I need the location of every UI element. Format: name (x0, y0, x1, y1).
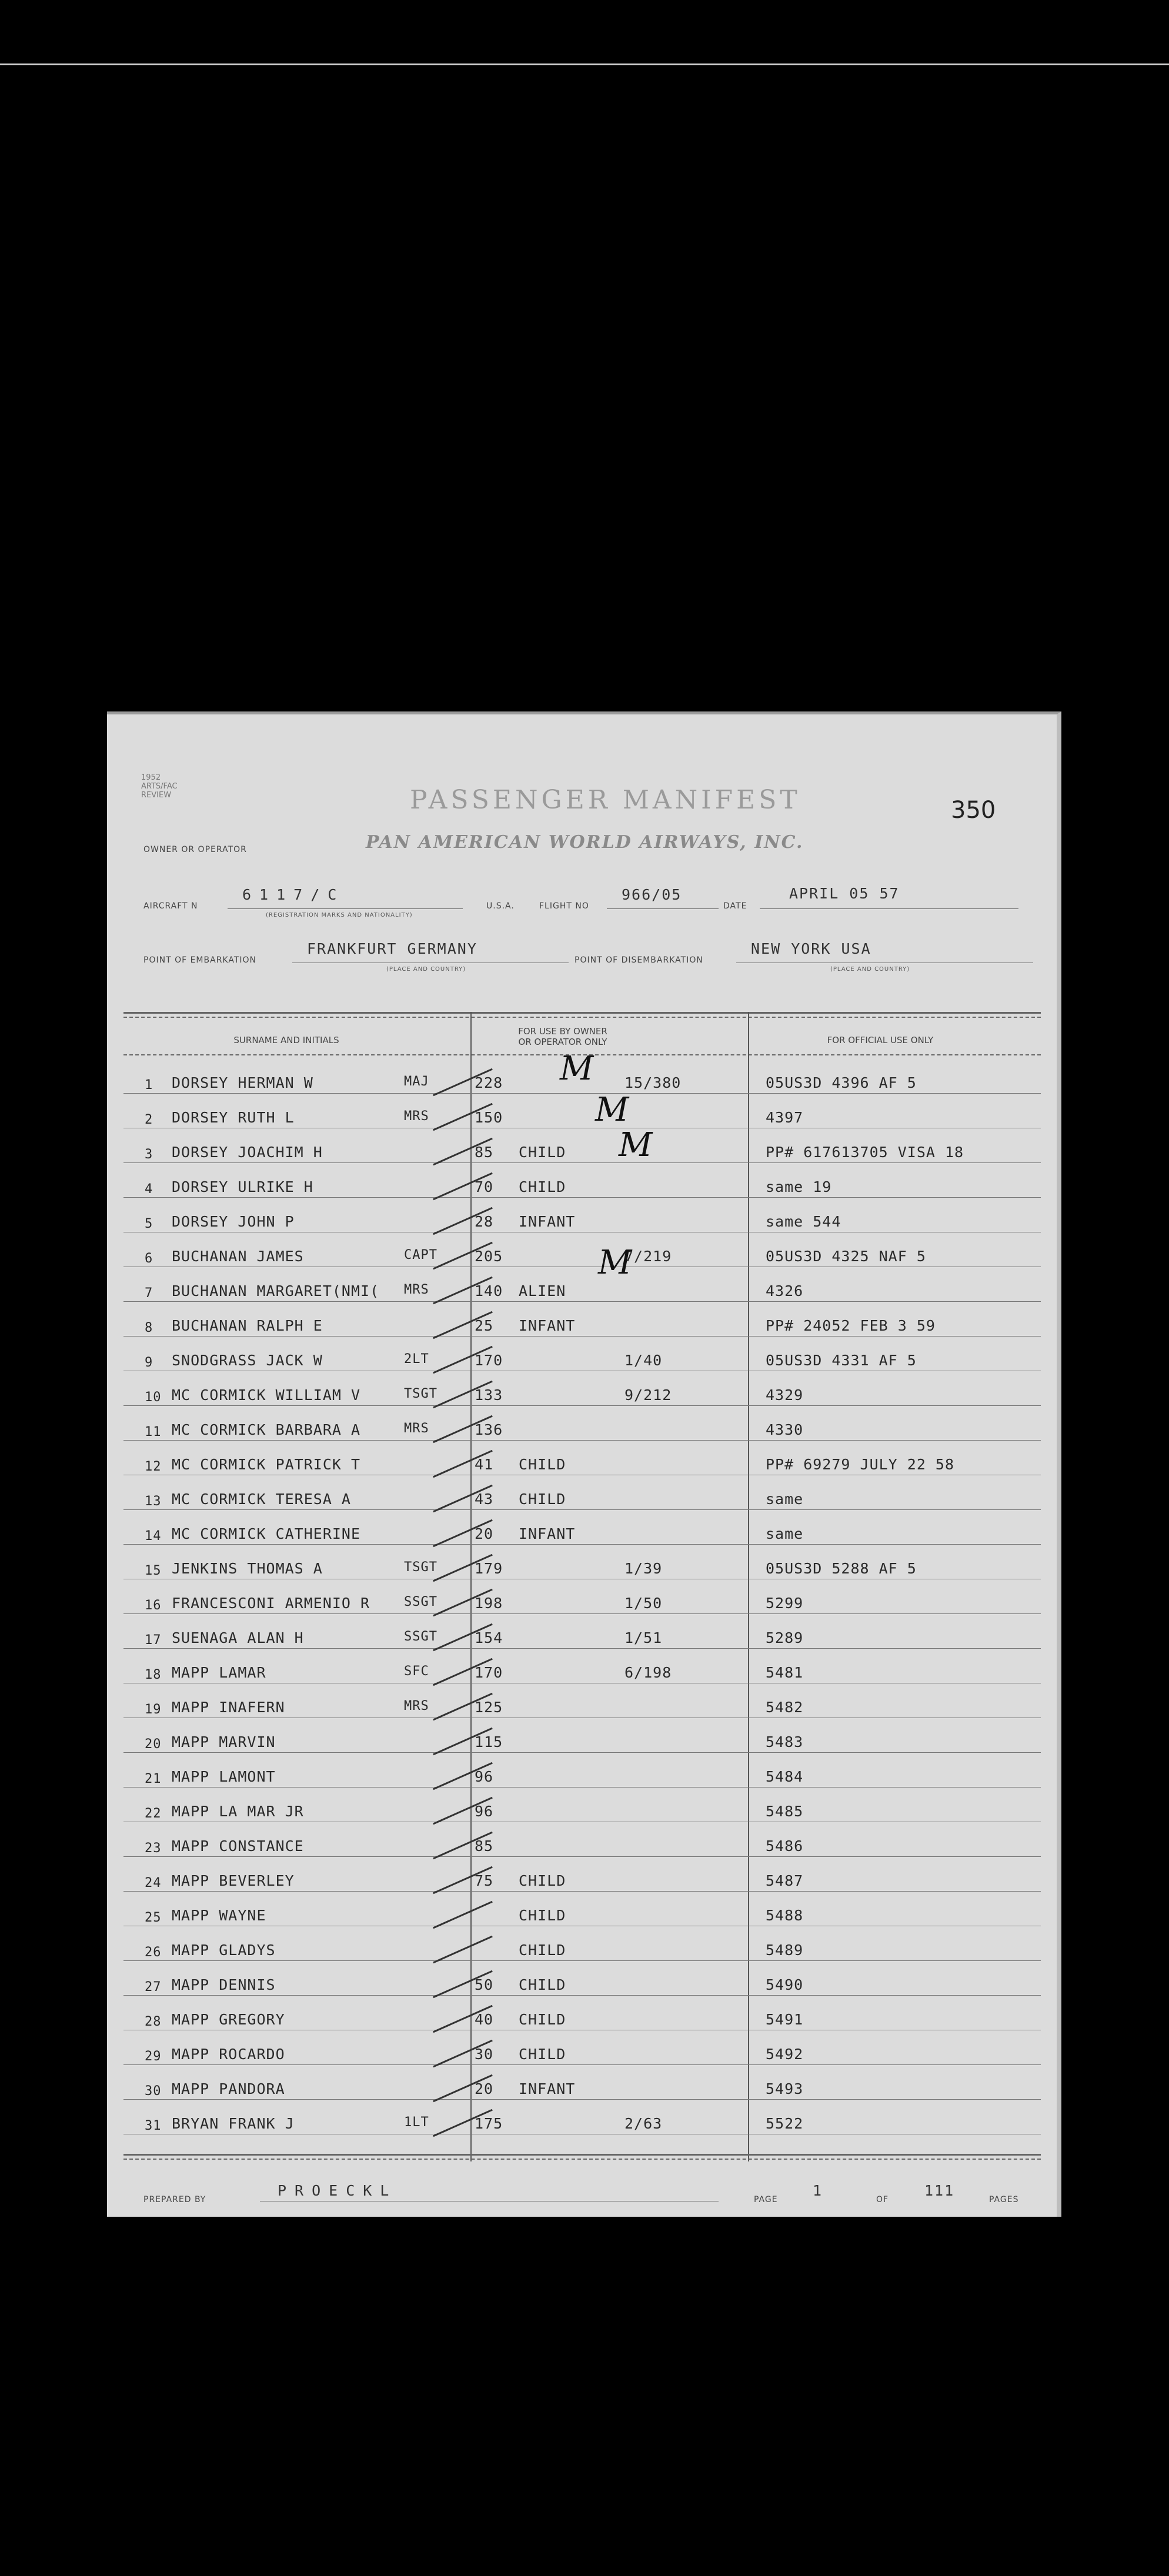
passenger-name: MAPP WAYNE (172, 1907, 266, 1924)
passenger-official: 5492 (766, 2046, 804, 2063)
row-rule (123, 1995, 1041, 1996)
passenger-name: DORSEY ULRIKE H (172, 1178, 313, 1195)
passenger-name: MC CORMICK WILLIAM V (172, 1386, 361, 1404)
table-row (107, 2073, 1061, 2109)
passenger-weight: 179 (475, 1560, 503, 1577)
aircraft-value: 6117/C (242, 886, 345, 903)
table-row (107, 1484, 1061, 1519)
passenger-num: 6 (145, 1251, 153, 1266)
passenger-official: 5487 (766, 1872, 804, 1889)
passenger-weight: 20 (475, 2080, 494, 2097)
passenger-weight: 96 (475, 1768, 494, 1785)
passenger-num: 14 (145, 1529, 162, 1543)
aircraft-label: AIRCRAFT N (143, 901, 198, 911)
column-header-owner (460, 1026, 666, 1047)
passenger-status: CHILD (519, 1907, 566, 1924)
passenger-weight: 30 (475, 2046, 494, 2063)
row-rule (123, 1197, 1041, 1198)
passenger-num: 15 (145, 1563, 162, 1578)
passenger-name: MAPP LAMAR (172, 1664, 266, 1681)
passenger-weight: 154 (475, 1629, 503, 1646)
embarkation-value: FRANKFURT GERMANY (307, 940, 477, 957)
aircraft-underline (228, 908, 463, 909)
row-rule (123, 1787, 1041, 1788)
passenger-num: 17 (145, 1633, 162, 1648)
passenger-official: 5489 (766, 1942, 804, 1959)
passenger-num: 7 (145, 1286, 153, 1301)
passenger-status: CHILD (519, 1491, 566, 1508)
table-row (107, 1379, 1061, 1415)
page-number: 350 (951, 797, 996, 824)
passenger-num: 24 (145, 1876, 162, 1890)
of-value: 111 (924, 2182, 955, 2199)
passenger-rank: SFC (404, 1664, 429, 1679)
table-top-dashed-rule (123, 1017, 1041, 1018)
passenger-weight: 85 (475, 1837, 494, 1855)
passenger-rank: SSGT (404, 1595, 437, 1609)
row-rule (123, 1301, 1041, 1302)
disembarkation-value: NEW YORK USA (751, 940, 871, 957)
column-header-official: FOR OFFICIAL USE ONLY (827, 1035, 934, 1045)
passenger-official: 05US3D 5288 AF 5 (766, 1560, 917, 1577)
passenger-official: PP# 24052 FEB 3 59 (766, 1317, 936, 1334)
table-row (107, 1726, 1061, 1762)
passenger-name: SNODGRASS JACK W (172, 1352, 323, 1369)
table-row (107, 1345, 1061, 1380)
table-row (107, 1275, 1061, 1311)
passenger-status: CHILD (519, 2046, 566, 2063)
passenger-weight: 25 (475, 1317, 494, 1334)
passenger-status: CHILD (519, 1942, 566, 1959)
passenger-weight: 140 (475, 1282, 503, 1299)
passenger-official: same 544 (766, 1213, 841, 1230)
handwritten-mark: M (598, 1244, 632, 1282)
row-rule (123, 1509, 1041, 1510)
passenger-num: 23 (145, 1841, 162, 1856)
passenger-num: 12 (145, 1459, 162, 1474)
passenger-weight: 198 (475, 1595, 503, 1612)
row-rule (123, 1440, 1041, 1441)
passenger-name: BUCHANAN RALPH E (172, 1317, 323, 1334)
pages-label: PAGES (989, 2195, 1019, 2204)
passenger-official: 4397 (766, 1109, 804, 1126)
passenger-official: 4330 (766, 1421, 804, 1438)
table-row (107, 1553, 1061, 1588)
passenger-official: 5486 (766, 1837, 804, 1855)
passenger-rank: CAPT (404, 1248, 437, 1262)
passenger-rank: MAJ (404, 1074, 429, 1089)
table-row (107, 1830, 1061, 1866)
passenger-name: MAPP PANDORA (172, 2080, 285, 2097)
passenger-bag: 1/50 (624, 1595, 663, 1612)
passenger-status: CHILD (519, 1178, 566, 1195)
manifest-page (107, 711, 1061, 2217)
table-row (107, 1622, 1061, 1658)
passenger-official: 05US3D 4331 AF 5 (766, 1352, 917, 1369)
passenger-bag: 1/40 (624, 1352, 663, 1369)
passenger-official: PP# 69279 JULY 22 58 (766, 1456, 955, 1473)
passenger-status: INFANT (519, 1525, 576, 1542)
row-rule (123, 1336, 1041, 1337)
passenger-official: 5493 (766, 2080, 804, 2097)
passenger-num: 22 (145, 1806, 162, 1821)
passenger-weight: 40 (475, 2011, 494, 2028)
table-row (107, 1900, 1061, 1935)
row-rule (123, 1752, 1041, 1753)
passenger-rank: 1LT (404, 2115, 429, 2130)
passenger-name: SUENAGA ALAN H (172, 1629, 304, 1646)
stamp-line: REVIEW (141, 791, 172, 800)
handwritten-mark: M (619, 1126, 653, 1164)
passenger-bag: 6/198 (624, 1664, 672, 1681)
table-bottom-rule (123, 2154, 1041, 2156)
passenger-weight: 96 (475, 1803, 494, 1820)
passenger-official: 5299 (766, 1595, 804, 1612)
prepared-by-value: PROECKL (278, 2182, 398, 2199)
passenger-name: MAPP INAFERN (172, 1699, 285, 1716)
passenger-official: 5488 (766, 1907, 804, 1924)
passenger-name: JENKINS THOMAS A (172, 1560, 323, 1577)
row-rule (123, 1891, 1041, 1892)
passenger-status: CHILD (519, 1976, 566, 1993)
table-bottom-dashed-rule (123, 2159, 1041, 2160)
passenger-num: 8 (145, 1321, 153, 1335)
table-row (107, 1796, 1061, 1831)
passenger-rank: SSGT (404, 1629, 437, 1644)
passenger-rank: TSGT (404, 1386, 437, 1401)
passenger-num: 28 (145, 2014, 162, 2029)
table-row (107, 1692, 1061, 1727)
passenger-bag: 1/51 (624, 1629, 663, 1646)
passenger-num: 19 (145, 1702, 162, 1717)
table-row (107, 1414, 1061, 1449)
passenger-name: DORSEY JOACHIM H (172, 1144, 323, 1161)
column-header-surname: SURNAME AND INITIALS (233, 1035, 339, 1045)
passenger-bag: 7/219 (624, 1248, 672, 1265)
flight-label: FLIGHT NO (539, 901, 589, 911)
row-rule (123, 1405, 1041, 1406)
passenger-name: MAPP LAMONT (172, 1768, 276, 1785)
passenger-rank: MRS (404, 1699, 429, 1713)
passenger-status: CHILD (519, 1872, 566, 1889)
table-row (107, 1518, 1061, 1553)
passenger-official: same (766, 1491, 804, 1508)
prepared-by-label: PREPARED BY (143, 2195, 206, 2204)
embarkation-sublabel: (PLACE AND COUNTRY) (386, 966, 466, 973)
passenger-rank: 2LT (404, 1352, 429, 1366)
date-label: DATE (723, 901, 747, 911)
table-row (107, 1206, 1061, 1241)
row-rule (123, 1648, 1041, 1649)
stamp-line: ARTS/FAC (141, 782, 178, 791)
passenger-weight: 70 (475, 1178, 494, 1195)
passenger-weight: 85 (475, 1144, 494, 1161)
check-mark (433, 1901, 493, 1929)
passenger-official: 05US3D 4396 AF 5 (766, 1074, 917, 1091)
passenger-official: 5483 (766, 1733, 804, 1750)
passenger-num: 9 (145, 1355, 153, 1370)
column-header-owner-line: FOR USE BY OWNER (518, 1026, 607, 1037)
passenger-name: MAPP ROCARDO (172, 2046, 285, 2063)
passenger-weight: 205 (475, 1248, 503, 1265)
disembarkation-label: POINT OF DISEMBARKATION (575, 955, 703, 965)
passenger-weight: 170 (475, 1352, 503, 1369)
passenger-rank: MRS (404, 1421, 429, 1436)
passenger-num: 18 (145, 1668, 162, 1682)
passenger-name: BUCHANAN JAMES (172, 1248, 304, 1265)
page-label: PAGE (754, 2195, 778, 2204)
passenger-status: INFANT (519, 1213, 576, 1230)
passenger-name: BRYAN FRANK J (172, 2115, 295, 2132)
passenger-num: 16 (145, 1598, 162, 1613)
passenger-num: 5 (145, 1217, 153, 1231)
passenger-name: MAPP MARVIN (172, 1733, 276, 1750)
passenger-status: ALIEN (519, 1282, 566, 1299)
passenger-weight: 170 (475, 1664, 503, 1681)
passenger-name: DORSEY HERMAN W (172, 1074, 313, 1091)
passenger-num: 30 (145, 2084, 162, 2099)
passenger-weight: 43 (475, 1491, 494, 1508)
passenger-official: 5484 (766, 1768, 804, 1785)
passenger-name: MC CORMICK CATHERINE (172, 1525, 361, 1542)
date-value: APRIL 05 57 (789, 885, 900, 902)
passenger-official: 5522 (766, 2115, 804, 2132)
passenger-num: 10 (145, 1390, 162, 1405)
passenger-weight: 125 (475, 1699, 503, 1716)
flight-underline (607, 908, 719, 909)
date-underline (760, 908, 1018, 909)
row-rule (123, 1544, 1041, 1545)
table-row (107, 1137, 1061, 1172)
passenger-rank: TSGT (404, 1560, 437, 1575)
passenger-official: same 19 (766, 1178, 832, 1195)
passenger-name: MAPP CONSTANCE (172, 1837, 304, 1855)
passenger-name: DORSEY JOHN P (172, 1213, 295, 1230)
passenger-status: CHILD (519, 1456, 566, 1473)
passenger-status: CHILD (519, 2011, 566, 2028)
table-row (107, 2039, 1061, 2074)
table-row (107, 1969, 1061, 2004)
passenger-weight: 136 (475, 1421, 503, 1438)
passenger-num: 21 (145, 1772, 162, 1786)
passenger-bag: 2/63 (624, 2115, 663, 2132)
passenger-official: 5490 (766, 1976, 804, 1993)
passenger-name: MC CORMICK TERESA A (172, 1491, 351, 1508)
table-row (107, 2004, 1061, 2039)
table-row (107, 1171, 1061, 1207)
passenger-num: 11 (145, 1425, 162, 1439)
column-header-owner-line: OR OPERATOR ONLY (518, 1037, 607, 1047)
row-rule (123, 1856, 1041, 1857)
passenger-official: 05US3D 4325 NAF 5 (766, 1248, 926, 1265)
table-row (107, 1657, 1061, 1692)
passenger-num: 31 (145, 2119, 162, 2133)
usa-label: U.S.A. (486, 901, 515, 911)
airline-name: PAN AMERICAN WORLD AIRWAYS, INC. (366, 832, 804, 853)
table-row (107, 1241, 1061, 1276)
table-row (107, 1449, 1061, 1484)
passenger-status: CHILD (519, 1144, 566, 1161)
passenger-name: FRANCESCONI ARMENIO R (172, 1595, 370, 1612)
passenger-name: BUCHANAN MARGARET(NMI( (172, 1282, 380, 1299)
passenger-num: 26 (145, 1945, 162, 1960)
check-mark (433, 1936, 493, 1963)
form-title: PASSENGER MANIFEST (410, 785, 801, 815)
passenger-official: same (766, 1525, 804, 1542)
passenger-weight: 133 (475, 1386, 503, 1404)
passenger-name: MAPP GREGORY (172, 2011, 285, 2028)
passenger-official: 5289 (766, 1629, 804, 1646)
table-row (107, 1102, 1061, 1137)
stamp-line: 1952 (141, 773, 161, 782)
passenger-num: 4 (145, 1182, 153, 1197)
disembarkation-sublabel: (PLACE AND COUNTRY) (830, 966, 910, 973)
passenger-weight: 41 (475, 1456, 494, 1473)
aircraft-sublabel: (REGISTRATION MARKS AND NATIONALITY) (266, 912, 413, 918)
passenger-name: MAPP DENNIS (172, 1976, 276, 1993)
row-rule (123, 1093, 1041, 1094)
passenger-official: 4329 (766, 1386, 804, 1404)
passenger-weight: 50 (475, 1976, 494, 1993)
passenger-weight: 150 (475, 1109, 503, 1126)
passenger-name: MAPP LA MAR JR (172, 1803, 304, 1820)
embarkation-label: POINT OF EMBARKATION (143, 955, 257, 965)
handwritten-mark: M (595, 1091, 629, 1129)
passenger-num: 13 (145, 1494, 162, 1509)
passenger-weight: 228 (475, 1074, 503, 1091)
review-stamp (141, 773, 178, 800)
passenger-bag: 9/212 (624, 1386, 672, 1404)
passenger-rank: MRS (404, 1282, 429, 1297)
film-edge-line (0, 64, 1169, 65)
passenger-weight: 20 (475, 1525, 494, 1542)
passenger-weight: 115 (475, 1733, 503, 1750)
row-rule (123, 1613, 1041, 1614)
table-row (107, 1588, 1061, 1623)
passenger-name: DORSEY RUTH L (172, 1109, 295, 1126)
passenger-num: 20 (145, 1737, 162, 1752)
row-rule (123, 2064, 1041, 2065)
row-rule (123, 2099, 1041, 2100)
table-top-rule (123, 1012, 1041, 1014)
handwritten-mark: M (560, 1050, 594, 1088)
table-row (107, 1934, 1061, 1970)
passenger-num: 1 (145, 1078, 153, 1092)
table-row (107, 1865, 1061, 1900)
passenger-official: 5491 (766, 2011, 804, 2028)
passenger-num: 25 (145, 1910, 162, 1925)
passenger-name: MC CORMICK BARBARA A (172, 1421, 361, 1438)
passenger-name: MC CORMICK PATRICK T (172, 1456, 361, 1473)
passenger-weight: 175 (475, 2115, 503, 2132)
passenger-official: 5481 (766, 1664, 804, 1681)
page-value: 1 (813, 2182, 823, 2199)
passenger-num: 29 (145, 2049, 162, 2064)
passenger-name: MAPP BEVERLEY (172, 1872, 295, 1889)
table-row (107, 1310, 1061, 1345)
passenger-bag: 1/39 (624, 1560, 663, 1577)
passenger-weight: 28 (475, 1213, 494, 1230)
passenger-num: 3 (145, 1147, 153, 1162)
passenger-official: 5485 (766, 1803, 804, 1820)
owner-label: OWNER OR OPERATOR (143, 845, 247, 854)
passenger-status: INFANT (519, 1317, 576, 1334)
passenger-bag: 15/380 (624, 1074, 682, 1091)
passenger-num: 2 (145, 1112, 153, 1127)
passenger-official: 5482 (766, 1699, 804, 1716)
flight-value: 966/05 (622, 886, 682, 903)
passenger-num: 27 (145, 1980, 162, 1994)
passenger-rank: MRS (404, 1109, 429, 1124)
row-rule (123, 1162, 1041, 1163)
row-rule (123, 1960, 1041, 1961)
passenger-official: 4326 (766, 1282, 804, 1299)
of-label: OF (876, 2195, 889, 2204)
passenger-name: MAPP GLADYS (172, 1942, 276, 1959)
passenger-weight: 75 (475, 1872, 494, 1889)
passenger-status: INFANT (519, 2080, 576, 2097)
table-row (107, 2108, 1061, 2143)
passenger-official: PP# 617613705 VISA 18 (766, 1144, 964, 1161)
table-row (107, 1761, 1061, 1796)
